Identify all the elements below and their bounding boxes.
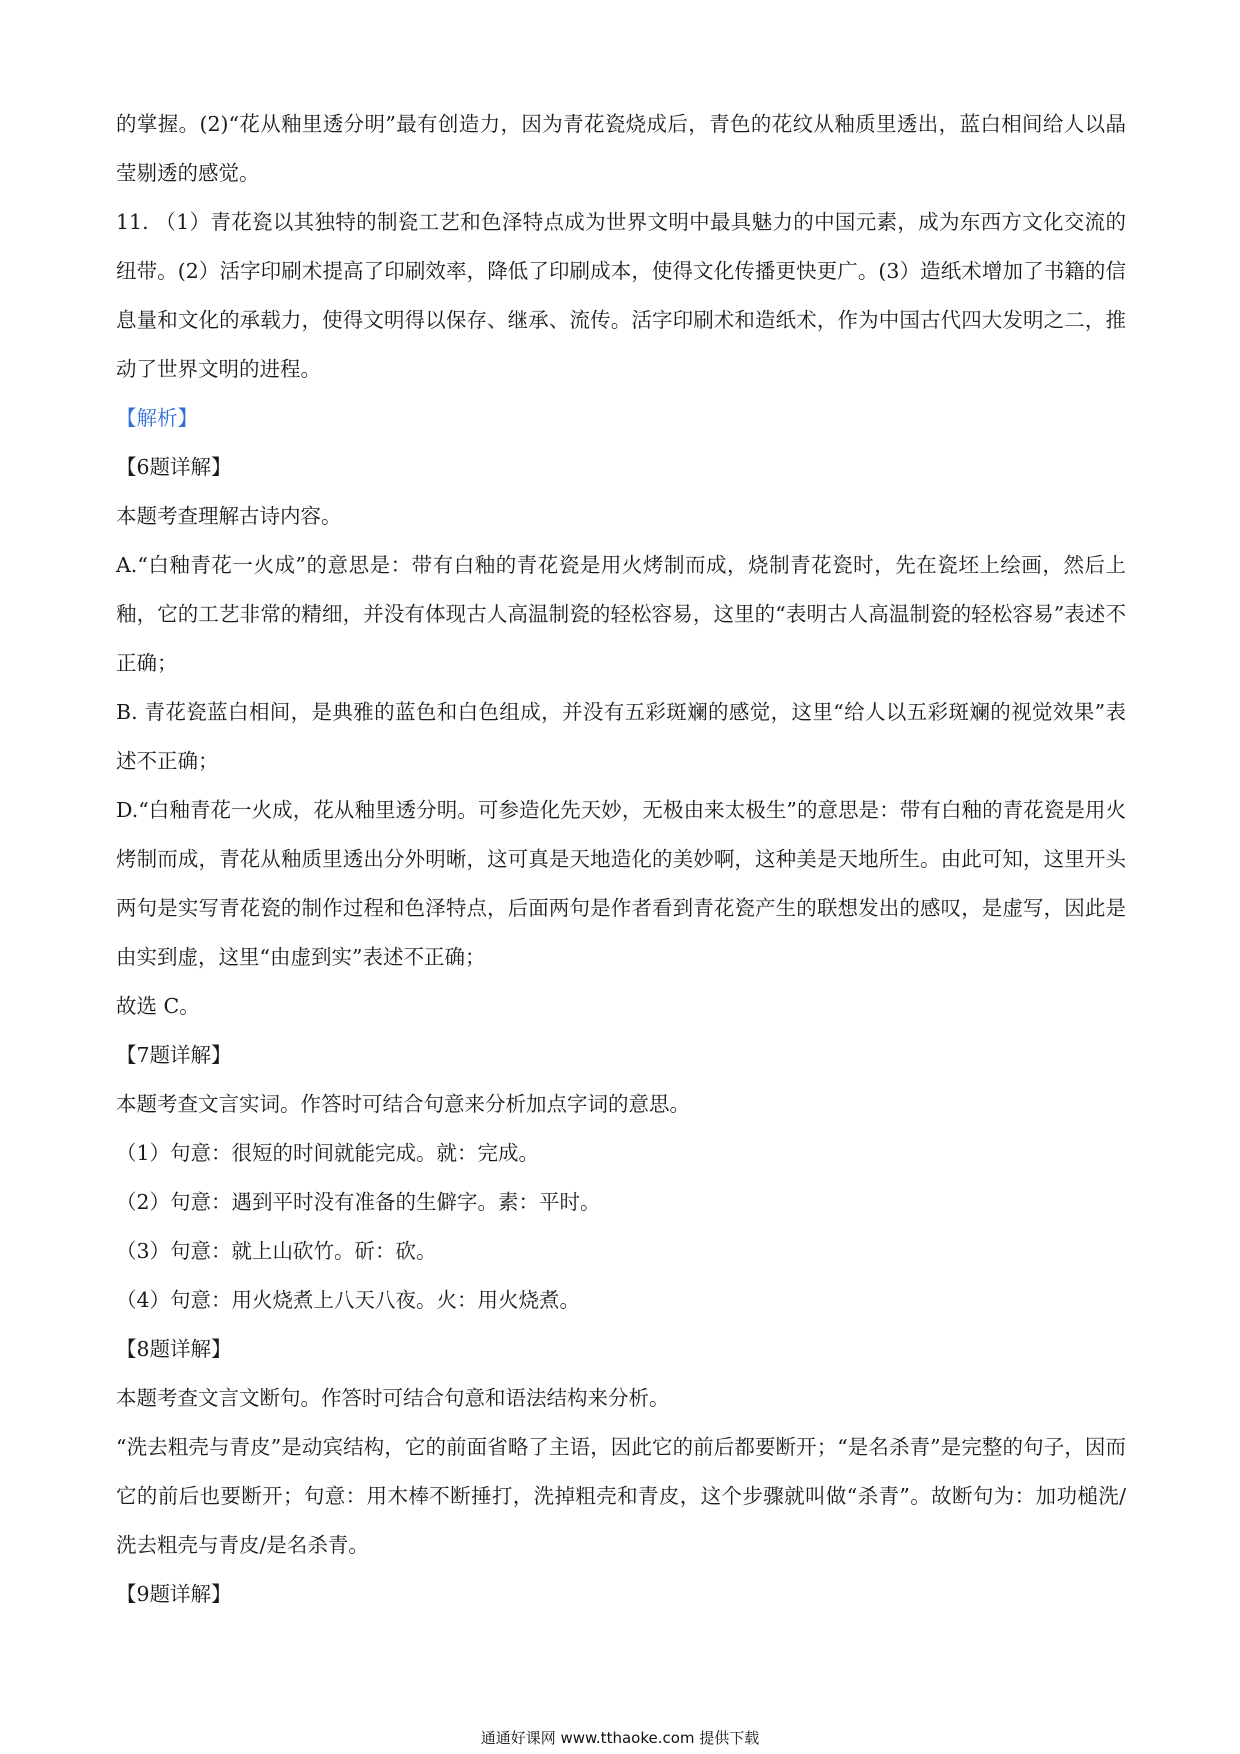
section-7-line-1: 本题考查文言实词。作答时可结合句意来分析加点字词的意思。 — [116, 1092, 690, 1116]
section-7-item-3: （3）句意：就上山砍竹。斫：砍。 — [116, 1239, 437, 1263]
analysis-label: 【解析】 — [116, 406, 198, 430]
section-heading-9: 【9题详解】 — [116, 1582, 232, 1606]
document-body — [116, 100, 1126, 1619]
section-6-option-b: B. 青花瓷蓝白相间，是典雅的蓝色和白色组成，并没有五彩斑斓的感觉，这里“给人以五彩斑斓的视觉效果”表述不正确； — [116, 700, 1126, 773]
section-heading-8: 【8题详解】 — [116, 1337, 232, 1361]
page-footer: 通通好课网 www.tthaoke.com 提供下载 — [480, 1729, 760, 1747]
section-heading-7: 【7题详解】 — [116, 1043, 232, 1067]
section-6-line-1: 本题考查理解古诗内容。 — [116, 504, 342, 528]
section-6-answer: 故选 C。 — [116, 994, 200, 1018]
answer-10-continued: 的掌握。(2)“花从釉里透分明”最有创造力，因为青花瓷烧成后，青色的花纹从釉质里透出，蓝白相间给人以晶莹剔透的感觉。 — [116, 112, 1126, 185]
section-8-line-2: “洗去粗壳与青皮”是动宾结构，它的前面省略了主语，因此它的前后都要断开；“是名杀青”是完整的句子，因而它的前后也要断开；句意：用木棒不断捶打，洗掉粗壳和青皮，这个步骤就叫做“杀青”。故断句为：加功槌洗/洗去粗壳与青皮/是名杀青。 — [116, 1435, 1126, 1557]
answer-11: 11. （1）青花瓷以其独特的制瓷工艺和色泽特点成为世界文明中最具魅力的中国元素，成为东西方文化交流的纽带。(2）活字印刷术提高了印刷效率，降低了印刷成本，使得文化传播更快更广。(3）造纸术增加了书籍的信息量和文化的承载力，使得文明得以保存、继承、流传。活字印刷术和造纸术，作为中国古代四大发明之二，推动了世界文明的进程。 — [116, 210, 1126, 381]
section-7-item-4: （4）句意：用火烧煮上八天八夜。火：用火烧煮。 — [116, 1288, 581, 1312]
section-6-option-d: D.“白釉青花一火成，花从釉里透分明。可参造化先天妙，无极由来太极生”的意思是：带有白釉的青花瓷是用火烤制而成，青花从釉质里透出分外明晰，这可真是天地造化的美妙啊，这种美是天地所生。由此可知，这里开头两句是实写青花瓷的制作过程和色泽特点，后面两句是作者看到青花瓷产生的联想发出的感叹，是虚写，因此是由实到虚，这里“由虚到实”表述不正确； — [116, 798, 1126, 969]
section-8-line-1: 本题考查文言文断句。作答时可结合句意和语法结构来分析。 — [116, 1386, 670, 1410]
section-7-item-2: （2）句意：遇到平时没有准备的生僻字。素：平时。 — [116, 1190, 601, 1214]
section-7-item-1: （1）句意：很短的时间就能完成。就：完成。 — [116, 1141, 540, 1165]
section-6-option-a: A.“白釉青花一火成”的意思是：带有白釉的青花瓷是用火烤制而成，烧制青花瓷时，先在瓷坯上绘画，然后上釉，它的工艺非常的精细，并没有体现古人高温制瓷的轻松容易，这里的“表明古人高温制瓷的轻松容易”表述不正确； — [116, 553, 1126, 675]
section-heading-6: 【6题详解】 — [116, 455, 232, 479]
